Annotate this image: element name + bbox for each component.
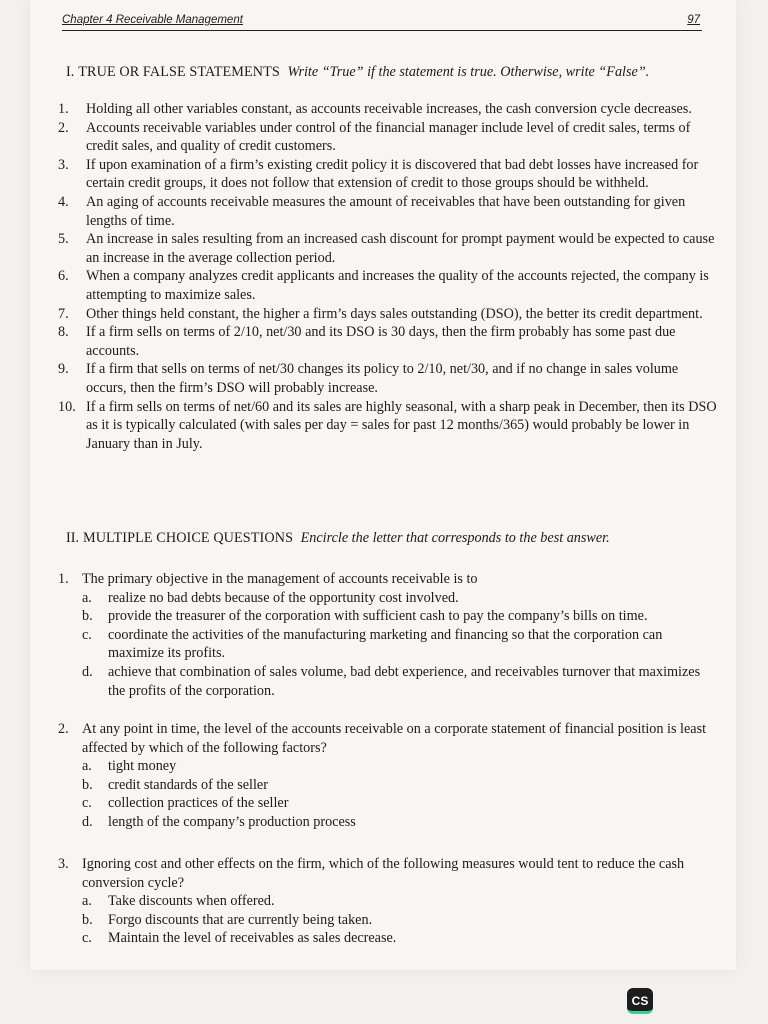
chapter-title: Chapter 4 Receivable Management bbox=[62, 14, 243, 26]
question-text: At any point in time, the level of the accounts receivable on a corporate statement of financial position is least affected by which of the following factors? bbox=[82, 721, 707, 756]
question-number: 2. bbox=[58, 721, 69, 737]
item-number: 5. bbox=[58, 231, 69, 248]
answer-option bbox=[58, 626, 718, 663]
item-text: If a firm sells on terms of 2/10, net/30 and its DSO is 30 days, then the firm probably has some past due accounts. bbox=[86, 324, 676, 359]
question-stem bbox=[58, 720, 718, 757]
question-stem bbox=[58, 855, 718, 892]
option-text: realize no bad debts because of the opportunity cost involved. bbox=[108, 589, 459, 606]
section-title: TRUE OR FALSE STATEMENTS bbox=[78, 64, 280, 80]
camscanner-logo: CS bbox=[627, 988, 653, 1014]
item-number: 9. bbox=[58, 361, 69, 378]
section-multiple-choice-heading bbox=[66, 530, 610, 547]
option-letter: c. bbox=[82, 930, 92, 947]
list-item bbox=[58, 230, 718, 267]
question-number: 1. bbox=[58, 571, 69, 587]
question-text: The primary objective in the management of accounts receivable is to bbox=[82, 571, 478, 587]
option-text: credit standards of the seller bbox=[108, 776, 268, 793]
option-letter: b. bbox=[82, 911, 93, 928]
list-item bbox=[58, 156, 718, 193]
option-letter: c. bbox=[82, 626, 92, 643]
list-item bbox=[58, 305, 718, 324]
question-2 bbox=[58, 720, 718, 832]
option-text: provide the treasurer of the corporation with sufficient cash to pay the company’s bills on time. bbox=[108, 608, 648, 625]
option-letter: a. bbox=[82, 589, 92, 606]
item-text: Other things held constant, the higher a firm’s days sales outstanding (DSO), the better its credit department. bbox=[86, 305, 703, 322]
question-1 bbox=[58, 570, 718, 700]
answer-option bbox=[58, 663, 718, 700]
list-item bbox=[58, 323, 718, 360]
question-3 bbox=[58, 855, 718, 948]
item-number: 4. bbox=[58, 193, 69, 210]
option-text: coordinate the activities of the manufacturing marketing and financing so that the corporation can maximize its profits. bbox=[108, 626, 663, 662]
item-number: 6. bbox=[58, 268, 69, 285]
option-letter: d. bbox=[82, 813, 93, 830]
answer-option bbox=[58, 607, 718, 626]
item-text: If upon examination of a firm’s existing credit policy it is discovered that bad debt losses have increased for certain credit groups, it does not follow that extension of credit to those groups should be withheld. bbox=[86, 156, 699, 192]
answer-option bbox=[58, 911, 718, 930]
item-number: 3. bbox=[58, 156, 69, 173]
item-number: 10. bbox=[58, 398, 76, 415]
item-number: 1. bbox=[58, 101, 69, 117]
item-number: 2. bbox=[58, 119, 69, 136]
document-page bbox=[30, 0, 736, 970]
question-number: 3. bbox=[58, 856, 69, 872]
item-number: 7. bbox=[58, 305, 69, 322]
section-instruction: Encircle the letter that corresponds to the best answer. bbox=[300, 530, 610, 546]
section-title: MULTIPLE CHOICE QUESTIONS bbox=[83, 530, 294, 546]
option-text: Take discounts when offered. bbox=[108, 893, 275, 910]
answer-option bbox=[58, 794, 718, 813]
item-text: If a firm that sells on terms of net/30 changes its policy to 2/10, net/30, and if no change in sales volume occurs, then the firm’s DSO will probably increase. bbox=[86, 361, 679, 396]
option-text: Forgo discounts that are currently being taken. bbox=[108, 911, 373, 928]
page-header bbox=[62, 14, 702, 31]
option-letter: b. bbox=[82, 608, 93, 625]
section-number: I. bbox=[66, 64, 75, 80]
answer-option bbox=[58, 929, 718, 948]
option-text: collection practices of the seller bbox=[108, 795, 289, 812]
option-letter: a. bbox=[82, 893, 92, 910]
answer-option bbox=[58, 776, 718, 795]
question-text: Ignoring cost and other effects on the firm, which of the following measures would tent to reduce the cash conversion cycle? bbox=[82, 856, 685, 891]
section-true-false-heading bbox=[66, 64, 649, 81]
item-text: An increase in sales resulting from an increased cash discount for prompt payment would be expected to cause an increase in the average collection period. bbox=[86, 231, 715, 266]
answer-option bbox=[58, 813, 718, 832]
question-stem bbox=[58, 570, 718, 589]
item-text: An aging of accounts receivable measures the amount of receivables that have been outstanding for given lengths of time. bbox=[86, 193, 686, 229]
item-number: 8. bbox=[58, 324, 69, 341]
section-number: II. bbox=[66, 530, 79, 546]
list-item bbox=[58, 100, 718, 119]
option-text: tight money bbox=[108, 758, 177, 775]
list-item bbox=[58, 398, 718, 454]
true-false-list bbox=[58, 100, 718, 453]
answer-option bbox=[58, 589, 718, 608]
list-item bbox=[58, 193, 718, 230]
list-item bbox=[58, 267, 718, 304]
list-item bbox=[58, 360, 718, 397]
section-instruction: Write “True” if the statement is true. Otherwise, write “False”. bbox=[287, 64, 650, 80]
option-text: Maintain the level of receivables as sales decrease. bbox=[108, 930, 397, 947]
answer-option bbox=[58, 757, 718, 776]
option-letter: d. bbox=[82, 663, 93, 680]
page-number: 97 bbox=[687, 14, 700, 26]
option-text: length of the company’s production process bbox=[108, 813, 356, 830]
item-text: Accounts receivable variables under control of the financial manager include level of credit sales, terms of credit sales, and quality of credit customers. bbox=[86, 119, 691, 155]
list-item bbox=[58, 119, 718, 156]
item-text: If a firm sells on terms of net/60 and its sales are highly seasonal, with a sharp peak in December, then its DSO as it is typically calculated (with sales per day = sales for past 12 months/365) would probably be lower in January than in July. bbox=[86, 398, 717, 452]
option-letter: a. bbox=[82, 758, 92, 775]
answer-option bbox=[58, 892, 718, 911]
option-letter: b. bbox=[82, 776, 93, 793]
option-text: achieve that combination of sales volume, bad debt experience, and receivables turnover that maximizes the profits of the corporation. bbox=[108, 663, 701, 699]
option-letter: c. bbox=[82, 795, 92, 812]
item-text: Holding all other variables constant, as accounts receivable increases, the cash conversion cycle decreases. bbox=[86, 101, 692, 117]
item-text: When a company analyzes credit applicants and increases the quality of the accounts rejected, the company is attempting to maximize sales. bbox=[86, 268, 709, 303]
